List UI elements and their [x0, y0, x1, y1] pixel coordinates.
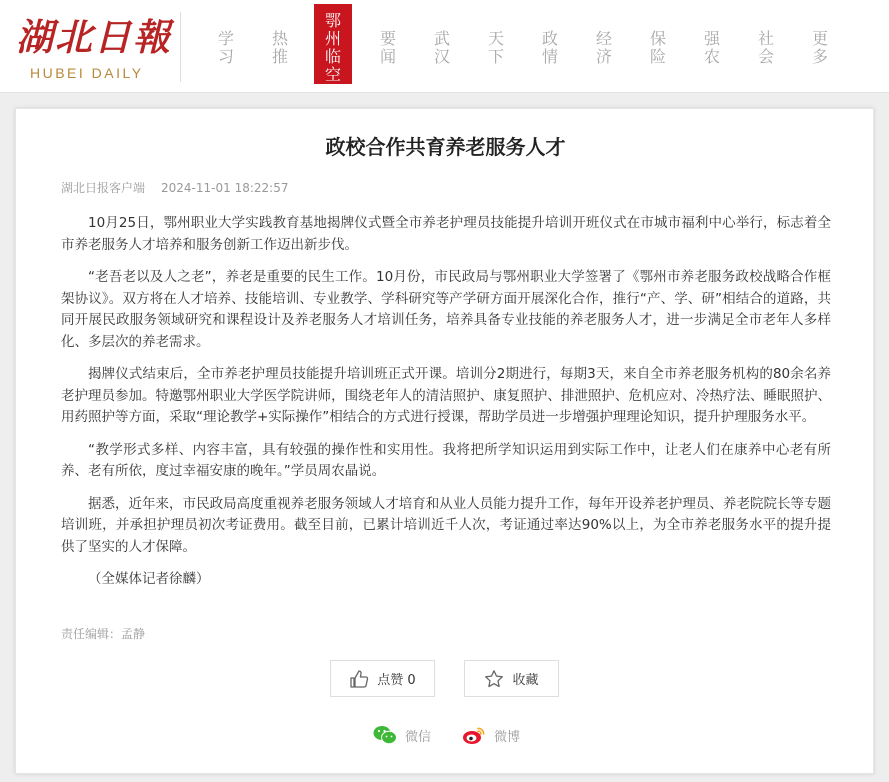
nav-item-society[interactable]: 社会	[757, 29, 774, 66]
article-paragraph: “教学形式多样、内容丰富，具有较强的操作性和实用性。我将把所学知识运用到实际工作中，让老人们在康养中心老有所养、老有所依，度过幸福安康的晚年。”学员周农晶说。	[61, 441, 831, 479]
nav-item-ezhou-linkong[interactable]: 鄂州临空	[314, 4, 352, 84]
article-paragraph: 10月25日，鄂州职业大学实践教育基地揭牌仪式暨全市养老护理员技能提升培训开班仪式在市城市福利中心举行，标志着全市养老服务人才培养和服务创新工作迈出新步伐。	[61, 215, 831, 253]
article-datetime: 2024-11-01 18:22:57	[161, 181, 289, 195]
article-paragraph: 揭牌仪式结束后，全市养老护理员技能提升培训班正式开课。培训分2期进行，每期3天，来自全市养老服务机构的80余名养老护理员参加。特邀鄂州职业大学医学院讲师，围绕老年人的清洁照护、康复照护、排泄照护、危机应对、冷热疗法、睡眠照护、用药照护等方面，采取“理论教学+实际操作”相结合的方式进行授课，帮助学员进一步增强护理理论知识，提升护理服务水平。	[61, 366, 831, 425]
like-button[interactable]	[330, 660, 435, 697]
responsible-editor: 责任编辑：孟静	[61, 627, 146, 641]
share-wechat[interactable]	[373, 725, 431, 745]
nav-item-economy[interactable]: 经济	[595, 29, 612, 66]
logo-english: HUBEI DAILY	[30, 65, 144, 81]
article-source: 湖北日报客户端	[61, 181, 146, 195]
nav-item-agriculture[interactable]: 强农	[703, 29, 720, 66]
article-byline: （全媒体记者徐麟）	[88, 571, 210, 587]
like-label: 点赞 0	[377, 673, 416, 688]
nav-item-hot[interactable]: 热推	[271, 29, 288, 66]
nav-item-more[interactable]: 更多	[811, 29, 828, 66]
header-divider	[180, 12, 181, 82]
article-title: 政校合作共育养老服务人才	[325, 135, 566, 159]
weibo-icon	[462, 725, 486, 745]
article-body	[61, 213, 831, 602]
nav-item-study[interactable]: 学习	[217, 29, 234, 66]
nav-item-insurance[interactable]: 保险	[649, 29, 666, 66]
wechat-icon	[373, 725, 397, 745]
nav-item-politics[interactable]: 政情	[541, 29, 558, 66]
article-paragraph: 据悉，近年来，市民政局高度重视养老服务领域人才培育和从业人员能力提升工作，每年开设养老护理员、养老院院长等专题培训班，并承担护理员初次考证费用。截至目前，已累计培训近千人次，考证通过率达90%以上，为全市养老服务水平的提升提供了坚实的人才保障。	[61, 495, 831, 555]
hubei-daily-logo[interactable]	[14, 12, 172, 84]
article-meta	[61, 179, 288, 197]
weibo-label: 微博	[494, 729, 521, 745]
article-paragraph: “老吾老以及人之老”，养老是重要的民生工作。10月份，市民政局与鄂州职业大学签署了《鄂州市养老服务政校战略合作框架协议》。双方将在人才培养、技能培训、专业教学、学科研究等产学研方面开展深化合作，推行“产、学、研”相结合的道路，共同开展民政服务领域研究和课程设计及养老服务人才培训任务，培养具备专业技能的养老服务人才，进一步满足全市老年人多样化、多层次的养老需求。	[61, 269, 831, 350]
nav-item-wuhan[interactable]: 武汉	[433, 29, 450, 66]
site-header	[0, 0, 889, 93]
collect-label: 收藏	[512, 673, 539, 688]
nav-item-world[interactable]: 天下	[487, 29, 504, 66]
collect-button[interactable]	[464, 660, 559, 697]
article-card	[15, 108, 874, 774]
thumbs-up-icon	[349, 669, 369, 689]
logo-chinese: 湖北日報	[16, 15, 172, 59]
nav-item-headlines[interactable]: 要闻	[379, 29, 396, 66]
wechat-label: 微信	[405, 729, 432, 745]
share-weibo[interactable]	[462, 725, 520, 745]
star-icon	[484, 669, 504, 689]
